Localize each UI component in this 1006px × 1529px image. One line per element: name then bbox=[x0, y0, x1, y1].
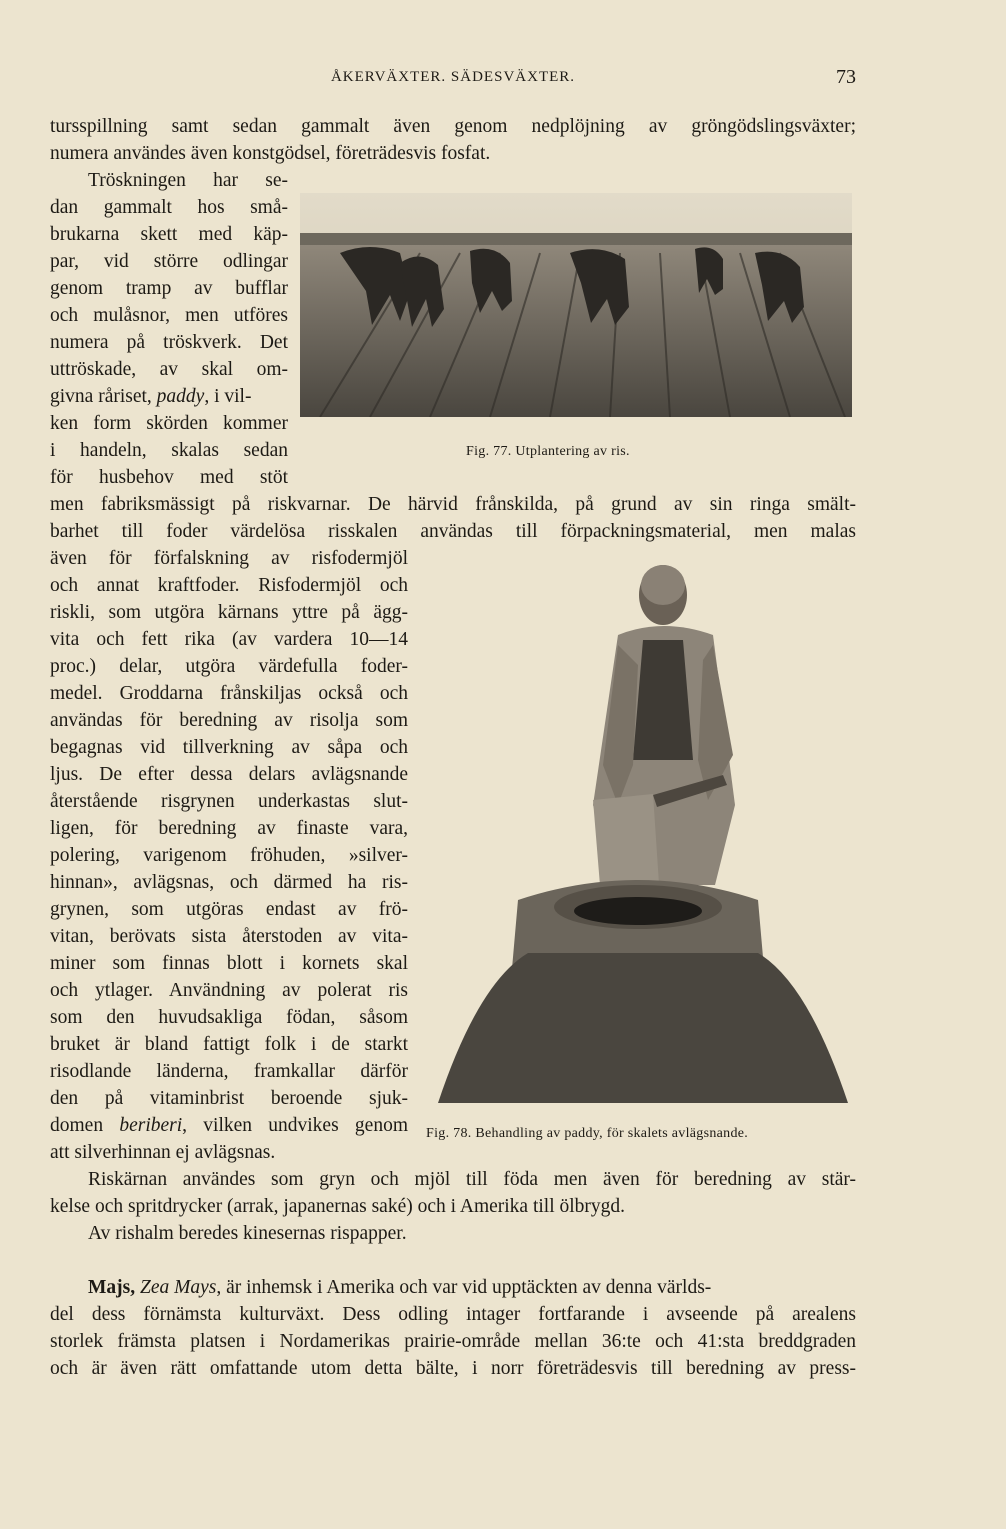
text-line: men fabriksmässigt på riskvarnar. De härvid frånskilda, på grund av sin ringa smält- bbox=[50, 494, 856, 515]
text-line: medel. Groddarna frånskiljas också och bbox=[50, 683, 408, 704]
text-line: begagnas vid tillverkning av såpa och bbox=[50, 737, 408, 758]
text-line bbox=[88, 1274, 856, 1301]
figure-77-photo bbox=[300, 193, 852, 417]
bold-term-majs: Majs, bbox=[88, 1277, 136, 1298]
text-line: uttröskade, av skal om- bbox=[50, 359, 288, 380]
text-line: genom tramp av bufflar bbox=[50, 278, 288, 299]
text-line: ljus. De efter dessa delars avlägsnande bbox=[50, 764, 408, 785]
text-line: ligen, för beredning av finaste vara, bbox=[50, 818, 408, 839]
text-line: miner som finnas blott i kornets skal bbox=[50, 953, 408, 974]
text-line: barhet till foder värdelösa risskalen användas till förpackningsmaterial, men malas bbox=[50, 521, 856, 542]
text-line: och mulåsnor, men utföres bbox=[50, 305, 288, 326]
text-line: bruket är bland fattigt folk i de starkt bbox=[50, 1034, 408, 1055]
text-segment: domen bbox=[50, 1115, 120, 1136]
text-segment: givna råriset, bbox=[50, 386, 157, 407]
text-line: tursspillning samt sedan gammalt även genom nedplöjning av gröngödslingsväxter; bbox=[50, 116, 856, 137]
text-line: riskli, som utgöra kärnans yttre på ägg- bbox=[50, 602, 408, 623]
italic-term-zea-mays: Zea Mays bbox=[140, 1277, 217, 1298]
text-line: par, vid större odlingar bbox=[50, 251, 288, 272]
italic-term-paddy: paddy bbox=[156, 386, 205, 407]
text-line bbox=[50, 383, 288, 410]
running-title: ÅKERVÄXTER. SÄDESVÄXTER. bbox=[330, 69, 576, 85]
text-line bbox=[50, 1112, 408, 1139]
text-line: Av rishalm beredes kinesernas rispapper. bbox=[88, 1223, 407, 1244]
text-line: brukarna skett med käp- bbox=[50, 224, 288, 245]
text-line: ken form skörden kommer bbox=[50, 413, 288, 434]
text-line: numera på tröskverk. Det bbox=[50, 332, 288, 353]
figure-78-caption: Fig. 78. Behandling av paddy, för skalets avlägsnande. bbox=[426, 1126, 749, 1141]
text-line: vita och fett rika (av vardera 10—14 bbox=[50, 629, 408, 650]
text-segment: , är inhemsk i Amerika och var vid upptäckten av denna världs- bbox=[216, 1277, 712, 1298]
text-line: att silverhinnan ej avlägsnas. bbox=[50, 1142, 276, 1163]
text-line: som den huvudsakliga födan, såsom bbox=[50, 1007, 408, 1028]
text-line: dan gammalt hos små- bbox=[50, 197, 288, 218]
text-line: återstående risgrynen underkastas slut- bbox=[50, 791, 408, 812]
text-line: del dess förnämsta kulturväxt. Dess odling intager fortfarande i avseende på arealens bbox=[50, 1304, 856, 1325]
text-line: polering, varigenom fröhuden, »silver- bbox=[50, 845, 408, 866]
paddy-pounding-photo bbox=[418, 555, 856, 1103]
figure-78-photo bbox=[418, 555, 856, 1103]
text-line: Riskärnan användes som gryn och mjöl till föda men även för beredning av stär- bbox=[88, 1169, 856, 1190]
text-line: vitan, berövats sista återstoden av vita- bbox=[50, 926, 408, 947]
text-line: i handeln, skalas sedan bbox=[50, 440, 288, 461]
text-line: kelse och spritdrycker (arrak, japanernas saké) och i Amerika till ölbrygd. bbox=[50, 1196, 626, 1217]
page-number: 73 bbox=[836, 66, 856, 88]
text-line: hinnan», avlägsnas, och därmed ha ris- bbox=[50, 872, 408, 893]
text-line: numera användes även konstgödsel, företrädesvis fosfat. bbox=[50, 143, 491, 164]
text-line: användas för beredning av risolja som bbox=[50, 710, 408, 731]
page-header bbox=[50, 66, 856, 90]
text-line: den på vitaminbrist beroende sjuk- bbox=[50, 1088, 408, 1109]
text-segment: , vilken undvikes genom bbox=[182, 1115, 408, 1136]
text-line: proc.) delar, utgöra värdefulla foder- bbox=[50, 656, 408, 677]
figure-77-caption: Fig. 77. Utplantering av ris. bbox=[466, 444, 630, 459]
text-line: risodlande länderna, framkallar därför bbox=[50, 1061, 408, 1082]
text-line: och annat kraftfoder. Risfodermjöl och bbox=[50, 575, 408, 596]
rice-planting-photo bbox=[300, 193, 852, 417]
text-line: och ytlager. Användning av polerat ris bbox=[50, 980, 408, 1001]
text-line: och är även rätt omfattande utom detta bälte, i norr företrädesvis till beredning av press- bbox=[50, 1358, 856, 1379]
text-line: grynen, som utgöras endast av frö- bbox=[50, 899, 408, 920]
text-line: Tröskningen har se- bbox=[88, 170, 288, 191]
text-line: även för förfalskning av risfodermjöl bbox=[50, 548, 408, 569]
text-line: för husbehov med stöt bbox=[50, 467, 288, 488]
text-line: storlek främsta platsen i Nordamerikas prairie-område mellan 36:te och 41:sta breddgraden bbox=[50, 1331, 856, 1352]
italic-term-beriberi: beriberi bbox=[119, 1115, 183, 1136]
text-segment: , i vil- bbox=[204, 386, 252, 407]
